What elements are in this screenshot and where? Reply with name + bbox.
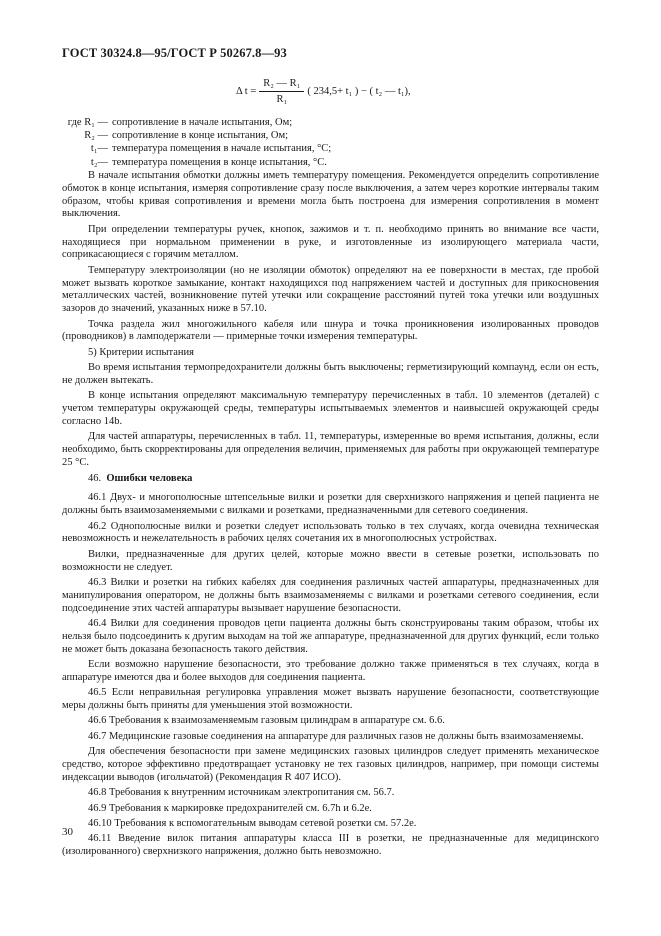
formula-lhs: Δ t =	[236, 86, 257, 97]
definition-symbol: t₁—	[90, 143, 108, 155]
definition-row	[62, 129, 331, 142]
clause-paragraph: 46.3 Вилки и розетки на гибких кабелях для соединения различных частей аппаратуры, предназначенных для манипулирования оператором, не должны быть взаимозаменяемы с вилками и розетками сетевого соединения, если подсоединение этих частей аппаратуры вызывает нарушение безопасности.	[62, 577, 599, 614]
definition-symbol: t₂—	[90, 156, 108, 168]
clause-paragraph: 46.6 Требования к взаимозаменяемым газовым цилиндрам в аппаратуре см. 6.6.	[88, 715, 445, 727]
formula-rest: ( 234,5+ t₁ ) − ( t₂ — t₁),	[307, 86, 411, 97]
formula-definitions	[62, 116, 331, 169]
clause-paragraph: 46.1 Двух- и многополюсные штепсельные вилки и розетки для сверхнизкого напряжения и цепей пациента не должны быть взаимозаменяемыми с вилками и розетками, предназначенными для сетевого соединения.	[62, 492, 599, 517]
definition-symbol: где R₁ —	[67, 117, 108, 128]
definition-row	[62, 142, 331, 155]
section-number: 46.	[88, 472, 102, 484]
body-paragraph: Для частей аппаратуры, перечисленных в табл. 11, температуры, измеренные во время испытания, должны, если необходимо, быть скорректированы для определения величин, применяемых для работы при окружающей температуре 25 °С.	[62, 431, 599, 468]
definition-text: температура помещения в начале испытания, °С;	[112, 143, 332, 155]
formula-fraction	[259, 78, 304, 105]
clause-paragraph: 46.10 Требования к вспомогательным выводам сетевой розетки см. 57.2e.	[88, 817, 417, 829]
clause-paragraph: 46.2 Однополюсные вилки и розетки следует использовать только в тех случаях, когда очевидна техническая невозможность и нежелательность в рабочих целях сочетания их в многополюсных устройствах.	[62, 520, 599, 545]
definition-symbol: R₂ —	[84, 130, 108, 142]
clause-paragraph: Если возможно нарушение безопасности, это требование должно также применяться в тех случаях, когда в аппаратуре имеются два и более выходов для соединения пациента.	[62, 659, 599, 683]
clause-paragraph: 46.7 Медицинские газовые соединения на аппаратуре для различных газов не должны быть взаимозаменяемы.	[88, 730, 584, 742]
definition-row	[62, 116, 331, 129]
definition-row	[62, 156, 331, 169]
clause-paragraph: 46.9 Требования к маркировке предохранителей см. 6.7h и 6.2e.	[88, 802, 372, 814]
formula-numerator: R₂ — R₁	[259, 78, 304, 92]
definition-text: температура помещения в конце испытания, °С.	[112, 156, 327, 168]
body-paragraph: Во время испытания термопредохранители должны быть выключены; герметизирующий компаунд, если он есть, не должен вытекать.	[62, 362, 599, 386]
temperature-formula	[236, 78, 411, 105]
body-paragraph: В конце испытания определяют максимальную температуру перечисленных в табл. 10 элементов (деталей) с учетом температуры окружающей среды, температуры испытываемых элементов и наивысшей окружающей среды согласно 14b.	[62, 390, 599, 427]
definition-text: сопротивление в начале испытания, Ом;	[112, 117, 293, 128]
formula-denominator: R₁	[276, 94, 288, 105]
body-paragraph: Точка раздела жил многожильного кабеля или шнура и точка проникновения изолированных проводов (проводников) в ламподержатели — примерные точки измерения температуры.	[62, 318, 599, 343]
section-title: Ошибки человека	[106, 472, 193, 484]
document-body	[62, 170, 599, 862]
definition-text: сопротивление в конце испытания, Ом;	[112, 130, 289, 142]
clause-paragraph: 46.11 Введение вилок питания аппаратуры класса III в розетки, не предназначенные для медицинского (изолированного) сверхнизкого напряжения, должно быть невозможно.	[62, 833, 599, 858]
body-paragraph: В начале испытания обмотки должны иметь температуру помещения. Рекомендуется определить сопротивление обмоток в конце испытания, измеряя сопротивление сразу после выключения, а затем через короткие интервалы таким образом, чтобы кривая сопротивления и времени могла быть построена для измерения сопротивления в момент выключения.	[62, 170, 599, 220]
page-number: 30	[62, 826, 73, 838]
clause-paragraph: 46.5 Если неправильная регулировка управления может вызвать нарушение безопасности, соответствующие меры должны быть приняты для уменьшения этой возможности.	[62, 687, 599, 711]
clause-paragraph: 46.8 Требования к внутренним источникам электропитания см. 56.7.	[88, 787, 395, 799]
clause-paragraph: 46.4 Вилки для соединения проводов цепи пациента должны быть сконструированы таким образом, чтобы их нельзя было подсоединить к другим выходам на той же аппаратуре, предназначенной для других функций, если только не может быть доказана безопасность такого действия.	[62, 618, 599, 655]
subsection-heading: 5) Критерии испытания	[88, 346, 195, 358]
section-heading	[62, 473, 599, 486]
clause-paragraph: Вилки, предназначенные для других целей, которые можно ввести в сетевые розетки, использовать по возможности не следует.	[62, 548, 599, 573]
body-paragraph: Температуру электроизоляции (но не изоляции обмоток) определяют на ее поверхности в местах, где пробой может вызвать короткое замыкание, контакт находящихся под напряжением частей и доступных для прикосновения металлических частей, возникновение путей утечки или сокращение расстояний путей тока утечки или воздушных зазоров до значений, указанных ниже в 57.10.	[62, 264, 599, 315]
clause-paragraph: Для обеспечения безопасности при замене медицинских газовых цилиндров следует применять механическое средство, которое эффективно предотвращает установку не тех газовых цилиндров, например, при помощи системы индексации выводов (игольчатой) (Рекомендация R 407 ИСО).	[62, 746, 599, 783]
document-header: ГОСТ 30324.8—95/ГОСТ Р 50267.8—93	[62, 46, 287, 60]
body-paragraph: При определении температуры ручек, кнопок, зажимов и т. п. необходимо принять во внимание все части, находящиеся при нормальном применении в руке, и изготовленные из изолирующего материала части, соприкасающиеся с горячим металлом.	[62, 223, 599, 261]
